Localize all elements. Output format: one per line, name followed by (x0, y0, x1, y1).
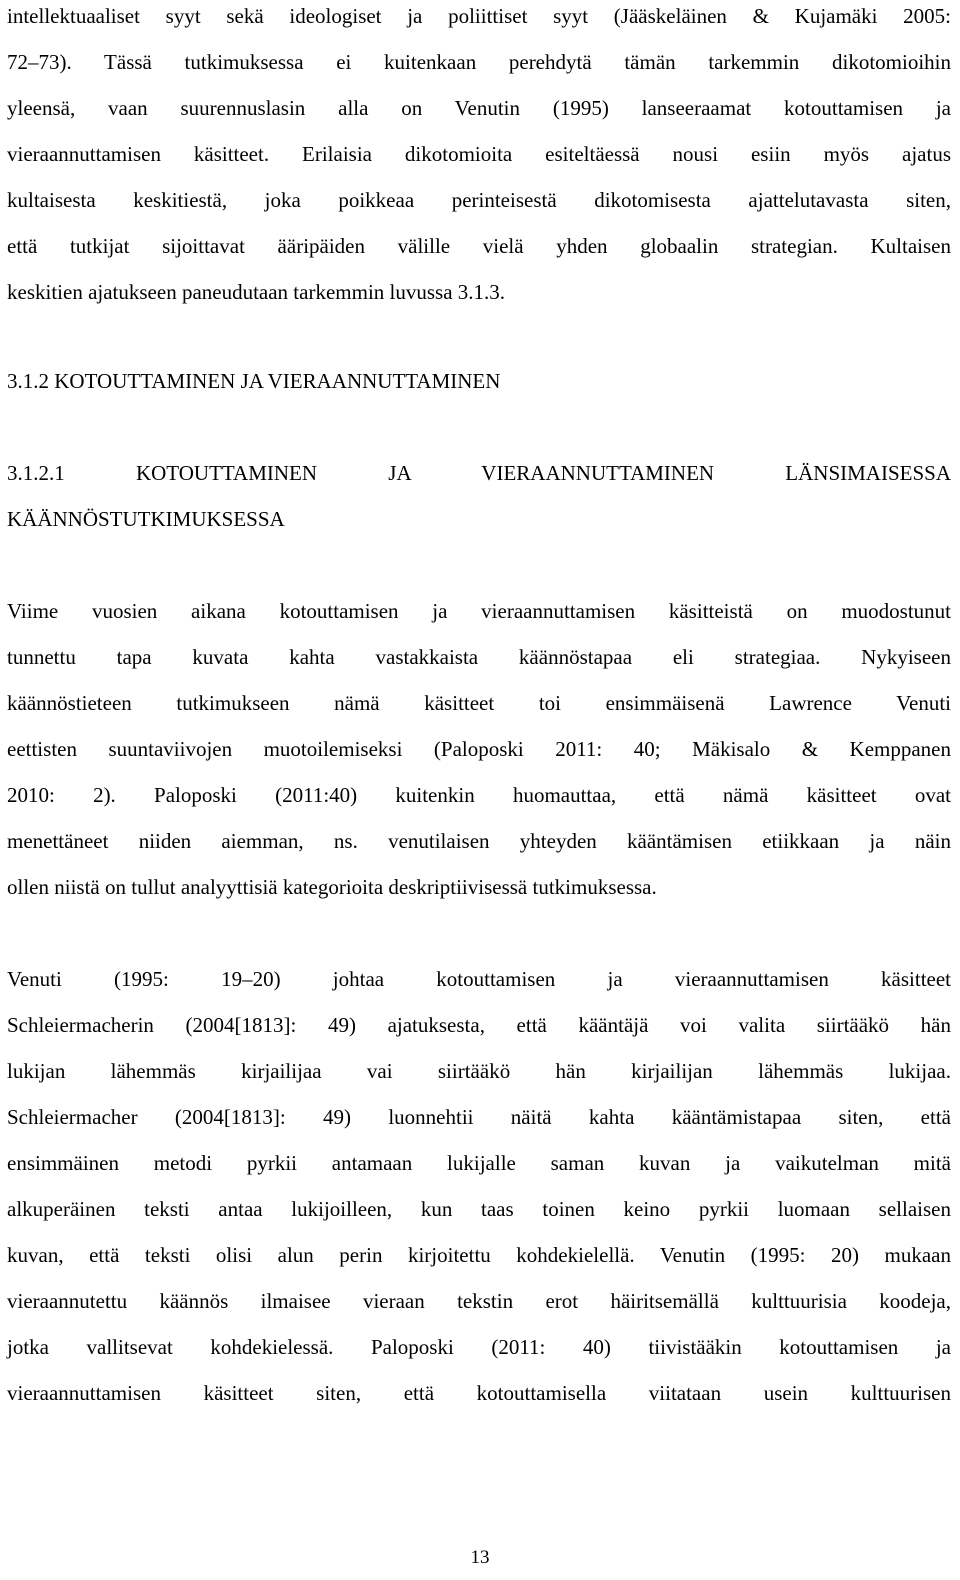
paragraph-line: vieraannutettu käännös ilmaisee vieraan tekstin erot häiritsemällä kulttuurisia koodeja, (7, 1289, 951, 1313)
paragraph-line: jotka vallitsevat kohdekielessä. Paloposki (2011: 40) tiivistääkin kotouttamisen ja (7, 1335, 951, 1359)
heading-line: KÄÄNNÖSTUTKIMUKSESSA (7, 507, 285, 531)
paragraph-venuti (7, 956, 951, 1416)
paragraph-intro (7, 0, 951, 315)
paragraph-line: ensimmäinen metodi pyrkii antamaan lukijalle saman kuvan ja vaikutelman mitä (7, 1151, 951, 1175)
paragraph-line: kuvan, että teksti olisi alun perin kirjoitettu kohdekielellä. Venutin (1995: 20) mukaan (7, 1243, 951, 1267)
paragraph-line: Viime vuosien aikana kotouttamisen ja vieraannuttamisen käsitteistä on muodostunut (7, 599, 951, 623)
paragraph-line: käännöstieteen tutkimukseen nämä käsitteet toi ensimmäisenä Lawrence Venuti (7, 691, 951, 715)
paragraph-line: alkuperäinen teksti antaa lukijoilleen, kun taas toinen keino pyrkii luomaan sellaisen (7, 1197, 951, 1221)
paragraph-line: ollen niistä on tullut analyyttisiä kategorioita deskriptiivisessä tutkimuksessa. (7, 875, 657, 899)
paragraph-line: Venuti (1995: 19–20) johtaa kotouttamisen ja vieraannuttamisen käsitteet (7, 967, 951, 991)
heading-line: 3.1.2.1 KOTOUTTAMINEN JA VIERAANNUTTAMINEN LÄNSIMAISESSA (7, 461, 951, 485)
paragraph-line: 2010: 2). Paloposki (2011:40) kuitenkin huomauttaa, että nämä käsitteet ovat (7, 783, 951, 807)
page-number: 13 (470, 1547, 490, 1568)
paragraph-line: eettisten suuntaviivojen muotoilemiseksi (Paloposki 2011: 40; Mäkisalo & Kemppanen (7, 737, 951, 761)
paragraph-line: kultaisesta keskitiestä, joka poikkeaa perinteisestä dikotomisesta ajattelutavasta siten, (7, 188, 951, 212)
paragraph-line: yleensä, vaan suurennuslasin alla on Venutin (1995) lanseeraamat kotouttamisen ja (7, 96, 951, 120)
paragraph-line: lukijan lähemmäs kirjailijaa vai siirtääkö hän kirjailijan lähemmäs lukijaa. (7, 1059, 951, 1083)
paragraph-line: vieraannuttamisen käsitteet. Erilaisia dikotomioita esiteltäessä nousi esiin myös ajatus (7, 142, 951, 166)
paragraph-line: vieraannuttamisen käsitteet siten, että kotouttamisella viitataan usein kulttuurisen (7, 1381, 951, 1405)
section-heading-3-1-2: 3.1.2 KOTOUTTAMINEN JA VIERAANNUTTAMINEN (7, 369, 501, 393)
paragraph-line: että tutkijat sijoittavat ääripäiden välille vielä yhden globaalin strategian. Kultaisen (7, 234, 951, 258)
paragraph-concepts (7, 588, 951, 910)
paragraph-line: 72–73). Tässä tutkimuksessa ei kuitenkaan perehdytä tämän tarkemmin dikotomioihin (7, 50, 951, 74)
paragraph-line: tunnettu tapa kuvata kahta vastakkaista käännöstapaa eli strategiaa. Nykyiseen (7, 645, 951, 669)
paragraph-line: Schleiermacher (2004[1813]: 49) luonnehtii näitä kahta kääntämistapaa siten, että (7, 1105, 951, 1129)
paragraph-line: intellektuaaliset syyt sekä ideologiset ja poliittiset syyt (Jääskeläinen & Kujamäki 2005: (7, 4, 951, 28)
paragraph-line: Schleiermacherin (2004[1813]: 49) ajatuksesta, että kääntäjä voi valita siirtääkö hän (7, 1013, 951, 1037)
paragraph-line: menettäneet niiden aiemman, ns. venutilaisen yhteyden kääntämisen etiikkaan ja näin (7, 829, 951, 853)
paragraph-line: keskitien ajatukseen paneudutaan tarkemmin luvussa 3.1.3. (7, 280, 506, 304)
section-heading-3-1-2-1 (7, 450, 951, 542)
